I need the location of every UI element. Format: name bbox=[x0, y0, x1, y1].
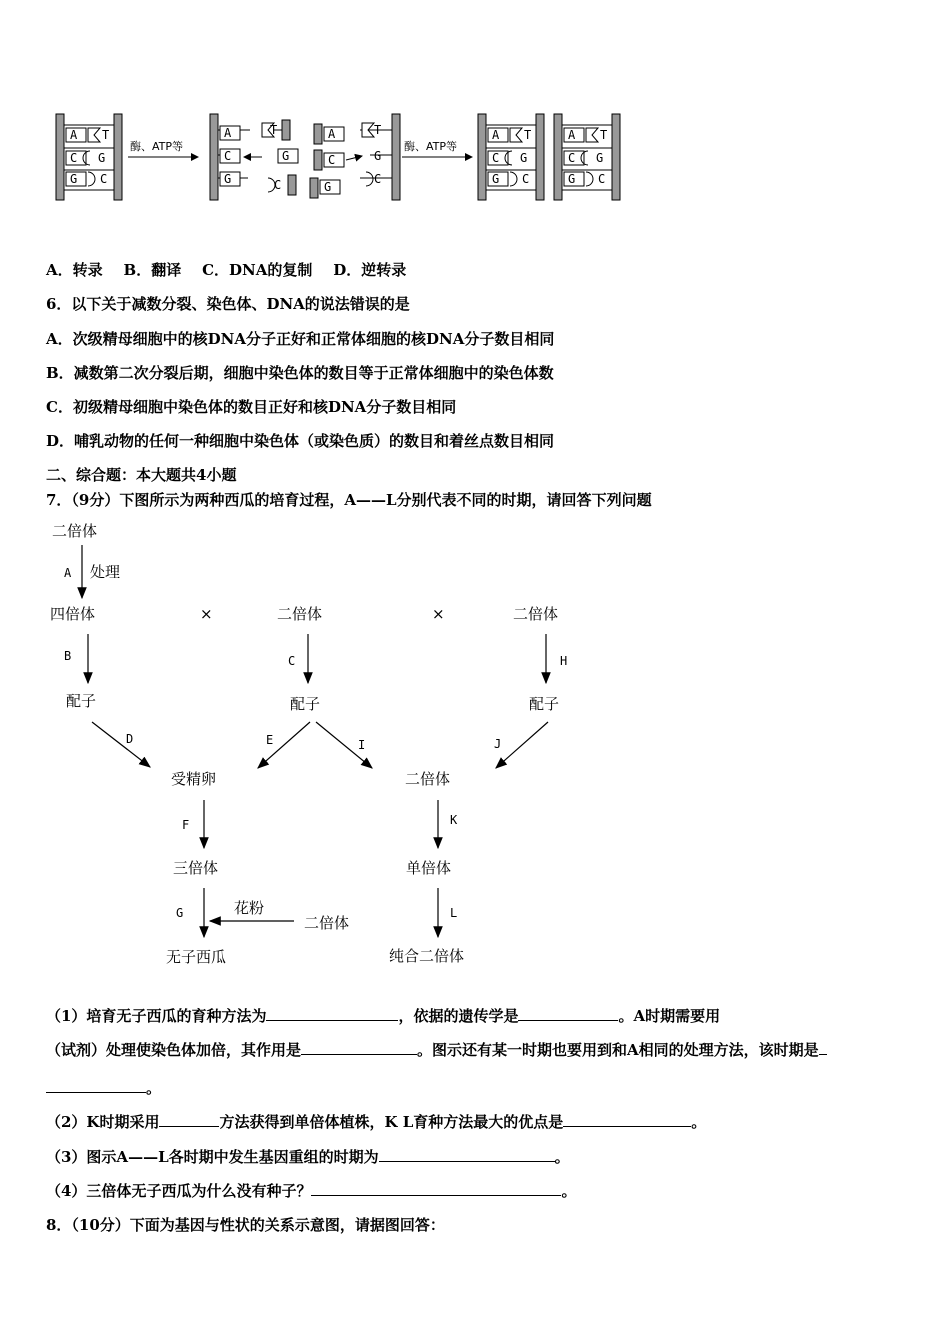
letter-k: K bbox=[450, 813, 458, 827]
daughter-dna-duplex-1 bbox=[478, 114, 544, 200]
svg-text:C: C bbox=[224, 149, 232, 163]
node-gamete-1: 配子 bbox=[66, 692, 97, 710]
q5-option-c: C．DNA的复制 bbox=[202, 261, 313, 279]
svg-text:C: C bbox=[492, 151, 500, 165]
arrow-e bbox=[258, 722, 310, 768]
answer-blank-2[interactable] bbox=[518, 1006, 618, 1021]
letter-b: B bbox=[64, 649, 72, 663]
answer-blank-8[interactable] bbox=[311, 1181, 561, 1196]
svg-text:G: G bbox=[596, 151, 604, 165]
q6-option-d: D．哺乳动物的任何一种细胞中染色体（或染色质）的数目和着丝点数目相同 bbox=[46, 432, 555, 450]
base-g: G bbox=[98, 151, 106, 165]
label-treat: 处理 bbox=[90, 563, 121, 581]
svg-text:C: C bbox=[374, 172, 382, 186]
svg-text:C: C bbox=[598, 172, 606, 186]
separating-strand-left bbox=[210, 114, 298, 200]
node-triploid: 三倍体 bbox=[173, 859, 219, 877]
answer-blank-5[interactable] bbox=[159, 1112, 219, 1127]
node-diploid-center: 二倍体 bbox=[405, 770, 451, 788]
base-t: T bbox=[102, 128, 110, 142]
letter-g: G bbox=[176, 906, 184, 920]
letter-c: C bbox=[288, 654, 296, 668]
letter-a: A bbox=[64, 566, 72, 580]
daughter-dna-duplex-2 bbox=[554, 114, 620, 200]
node-diploid-right: 二倍体 bbox=[513, 605, 559, 623]
svg-text:A: A bbox=[568, 128, 576, 142]
node-diploid-top: 二倍体 bbox=[52, 522, 98, 540]
q6-stem: 6．以下关于减数分裂、染色体、DNA的说法错误的是 bbox=[46, 295, 410, 313]
node-zygote: 受精卵 bbox=[171, 770, 217, 788]
arrow-j bbox=[496, 722, 548, 768]
svg-text:C: C bbox=[522, 172, 530, 186]
arrow-d bbox=[92, 722, 150, 767]
answer-blank-1[interactable] bbox=[266, 1006, 398, 1021]
letter-e: E bbox=[266, 733, 274, 747]
svg-text:A: A bbox=[492, 128, 500, 142]
arrow-i bbox=[316, 722, 372, 768]
q7-stem: 7．（9分）下图所示为两种西瓜的培育过程，A——L分别代表不同的时期，请回答下列问题 bbox=[46, 491, 652, 509]
base-g: G bbox=[70, 172, 78, 186]
answer-blank-7[interactable] bbox=[379, 1147, 555, 1162]
letter-j: J bbox=[494, 737, 502, 751]
parent-dna-duplex bbox=[56, 114, 122, 200]
svg-text:A: A bbox=[328, 127, 336, 141]
q5-option-d: D．逆转录 bbox=[333, 261, 407, 279]
q7-sub1-line2: （试剂）处理使染色体加倍，其作用是 。图示还有某一时期也要用到和A相同的处理方法，该时期是 bbox=[46, 1040, 827, 1060]
svg-text:T: T bbox=[374, 123, 382, 137]
letter-i: I bbox=[358, 738, 366, 752]
arrow-label-1: 酶、ATP等 bbox=[130, 140, 184, 153]
q7-sub2: （2）K时期采用 方法获得到单倍体植株，K L育种方法最大的优点是 。 bbox=[46, 1113, 707, 1131]
answer-blank-3[interactable] bbox=[301, 1040, 417, 1055]
answer-blank-4b[interactable] bbox=[46, 1078, 146, 1093]
svg-text:C: C bbox=[328, 153, 336, 167]
node-diploid-pollen: 二倍体 bbox=[304, 914, 350, 932]
base-c: C bbox=[100, 172, 108, 186]
answer-blank-4a[interactable] bbox=[819, 1040, 827, 1055]
svg-text:G: G bbox=[374, 149, 382, 163]
svg-text:G: G bbox=[568, 172, 576, 186]
base-a: A bbox=[70, 128, 78, 142]
cross-symbol-1: × bbox=[200, 605, 213, 623]
q6-option-c: C．初级精母细胞中染色体的数目正好和核DNA分子数目相同 bbox=[46, 398, 457, 416]
q7-sub4: （4）三倍体无子西瓜为什么没有种子？ 。 bbox=[46, 1182, 577, 1200]
base-c: C bbox=[70, 151, 78, 165]
q7-sub3: （3）图示A——L各时期中发生基因重组的时期为 。 bbox=[46, 1148, 570, 1166]
dna-replication-figure bbox=[0, 0, 950, 230]
svg-text:G: G bbox=[324, 180, 332, 194]
node-diploid-mid: 二倍体 bbox=[277, 605, 323, 623]
q7-sub1-line1: （1）培育无子西瓜的育种方法为 ，依据的遗传学是 。A时期需要用 bbox=[46, 1007, 721, 1025]
svg-text:A: A bbox=[224, 126, 232, 140]
letter-d: D bbox=[126, 732, 134, 746]
node-haploid: 单倍体 bbox=[406, 859, 452, 877]
node-seedless-watermelon: 无子西瓜 bbox=[166, 948, 227, 966]
separating-strand-right bbox=[310, 114, 400, 200]
q8-stem: 8．（10分）下面为基因与性状的关系示意图，请据图回答： bbox=[46, 1216, 445, 1234]
letter-l: L bbox=[450, 906, 458, 920]
cross-symbol-2: × bbox=[432, 605, 445, 623]
node-gamete-2: 配子 bbox=[290, 695, 321, 713]
letter-h: H bbox=[560, 654, 568, 668]
q6-option-b: B．减数第二次分裂后期，细胞中染色体的数目等于正常体细胞中的染色体数 bbox=[46, 364, 554, 382]
letter-f: F bbox=[182, 818, 190, 832]
svg-text:C: C bbox=[274, 178, 282, 192]
section-2-heading: 二、综合题：本大题共4小题 bbox=[46, 466, 237, 484]
arrow-label-2: 酶、ATP等 bbox=[404, 140, 458, 153]
q5-option-a: A．转录 bbox=[46, 261, 103, 279]
q7-sub1-line3: 。 bbox=[46, 1078, 161, 1098]
svg-text:G: G bbox=[282, 149, 290, 163]
svg-text:G: G bbox=[520, 151, 528, 165]
node-gamete-3: 配子 bbox=[529, 695, 560, 713]
node-pure-diploid: 纯合二倍体 bbox=[389, 947, 465, 965]
svg-text:T: T bbox=[600, 128, 608, 142]
node-tetraploid: 四倍体 bbox=[50, 605, 96, 623]
q5-option-b: B．翻译 bbox=[123, 261, 182, 279]
svg-text:G: G bbox=[224, 172, 232, 186]
svg-text:T: T bbox=[524, 128, 532, 142]
answer-blank-6[interactable] bbox=[563, 1112, 691, 1127]
label-pollen: 花粉 bbox=[234, 899, 265, 917]
svg-text:T: T bbox=[270, 123, 278, 137]
q5-options bbox=[46, 260, 406, 280]
q6-option-a: A．次级精母细胞中的核DNA分子正好和正常体细胞的核DNA分子数目相同 bbox=[46, 330, 555, 348]
svg-text:C: C bbox=[568, 151, 576, 165]
svg-text:G: G bbox=[492, 172, 500, 186]
